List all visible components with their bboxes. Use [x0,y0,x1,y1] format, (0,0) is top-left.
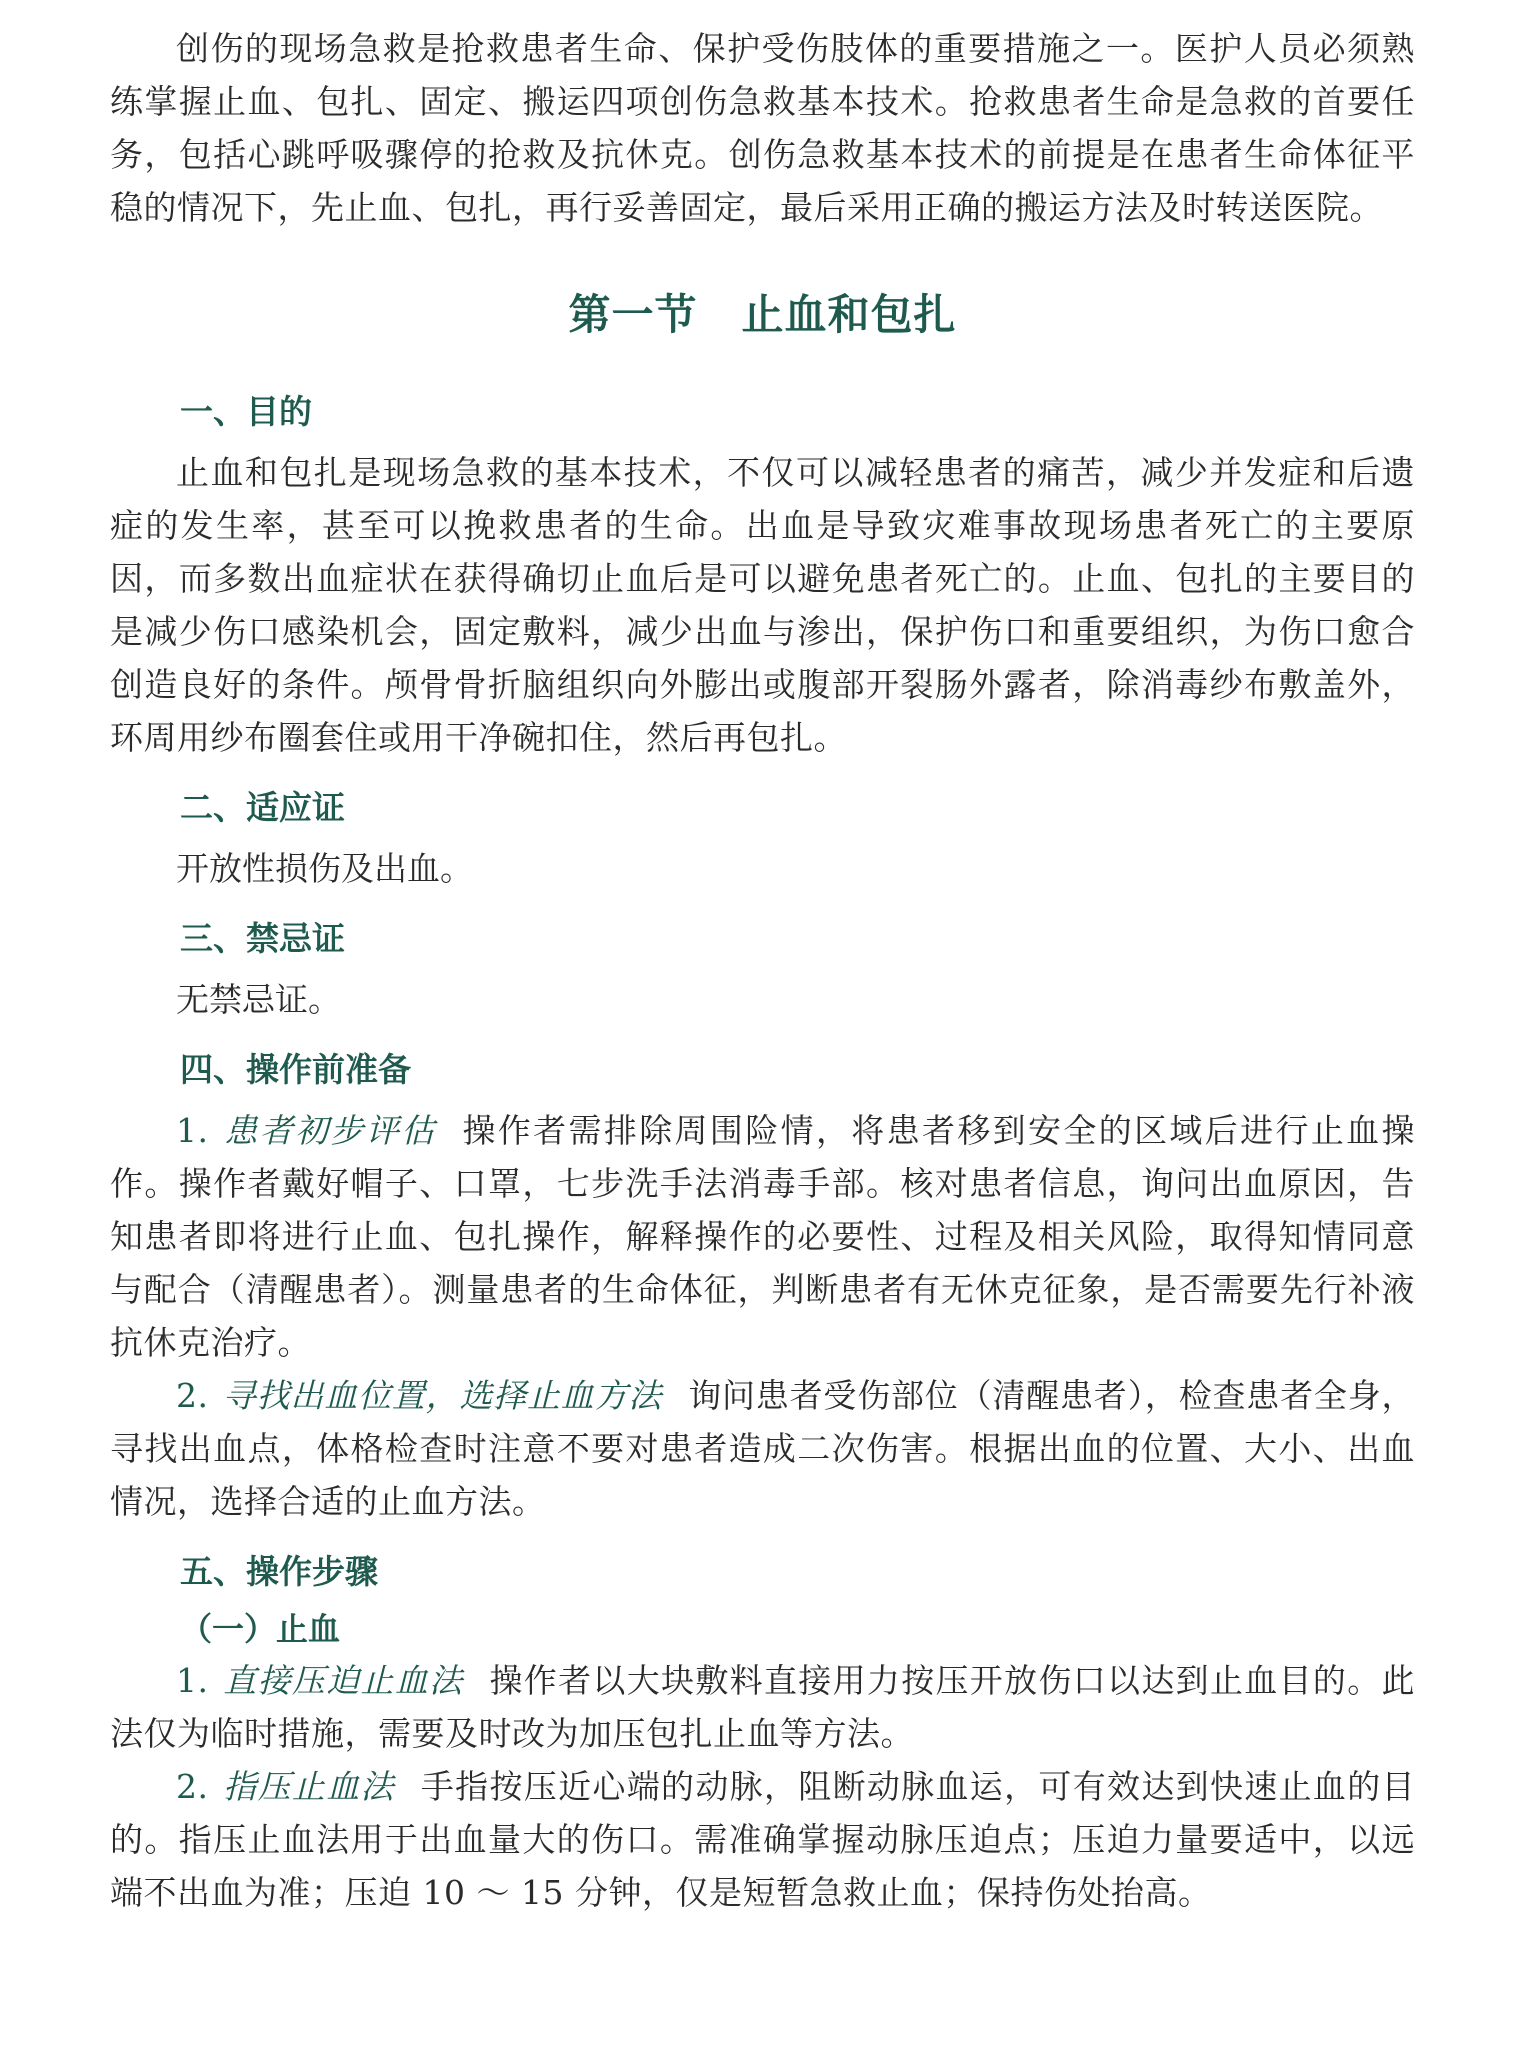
contraindications-paragraph: 无禁忌证。 [176,980,341,1019]
preparation-item-text: 操作者需排除周围险情，将患者移到安全的区域后进行止血操作。操作者戴好帽子、口罩，七步洗手法消毒手部。核对患者信息，询问出血原因，告知患者即将进行止血、包扎操作，解释操作的必要性、过程及相关风险，取得知情同意与配合（清醒患者）。测量患者的生命体征，判断患者有无休克征象，是否需要先行补液抗休克治疗。 [110,1111,1416,1362]
indications-paragraph: 开放性损伤及出血。 [176,849,473,888]
step-item-number: 2. [176,1767,209,1806]
preparation-item [110,1104,1415,1369]
heading-steps: 五、操作步骤 [180,1552,378,1591]
preparation-item-text: 询问患者受伤部位（清醒患者），检查患者全身，寻找出血点，体格检查时注意不要对患者造成二次伤害。根据出血的位置、大小、出血情况，选择合适的止血方法。 [110,1376,1416,1521]
section-number: 第一节 [568,290,698,339]
section-title [110,282,1415,342]
section-name: 止血和包扎 [741,290,957,339]
step-item-text: 操作者以大块敷料直接用力按压开放伤口以达到止血目的。此法仅为临时措施，需要及时改为加压包扎止血等方法。 [110,1661,1416,1753]
step-item-label: 直接压迫止血法 [222,1661,464,1700]
preparation-item-number: 1. [176,1111,209,1150]
heading-indications: 二、适应证 [180,788,345,827]
step-item [110,1654,1415,1760]
intro-paragraph: 创伤的现场急救是抢救患者生命、保护受伤肢体的重要措施之一。医护人员必须熟练掌握止血、包扎、固定、搬运四项创伤急救基本技术。抢救患者生命是急救的首要任务，包括心跳呼吸骤停的抢救及抗休克。创伤急救基本技术的前提是在患者生命体征平稳的情况下，先止血、包扎，再行妥善固定，最后采用正确的搬运方法及时转送医院。 [110,29,1415,227]
heading-purpose: 一、目的 [180,392,312,431]
document-page [110,22,1415,1919]
step-item-text: 手指按压近心端的动脉，阻断动脉血运，可有效达到快速止血的目的。指压止血法用于出血量大的伤口。需准确掌握动脉压迫点；压迫力量要适中，以远端不出血为准；压迫 10 ～ 15 分钟，仅是短暂急救止血；保持伤处抬高。 [110,1767,1416,1912]
step-item-number: 1. [176,1661,209,1700]
step-item-label: 指压止血法 [222,1767,395,1806]
step-item [110,1760,1415,1919]
preparation-item-number: 2. [176,1376,209,1415]
heading-preparation: 四、操作前准备 [180,1050,411,1089]
heading-contraindications: 三、禁忌证 [180,919,345,958]
preparation-item-label: 寻找出血位置，选择止血方法 [222,1376,663,1415]
preparation-item-label: 患者初步评估 [222,1111,437,1150]
purpose-paragraph: 止血和包扎是现场急救的基本技术，不仅可以减轻患者的痛苦，减少并发症和后遗症的发生率，甚至可以挽救患者的生命。出血是导致灾难事故现场患者死亡的主要原因，而多数出血症状在获得确切止血后是可以避免患者死亡的。止血、包扎的主要目的是减少伤口感染机会，固定敷料，减少出血与渗出，保护伤口和重要组织，为伤口愈合创造良好的条件。颅骨骨折脑组织向外膨出或腹部开裂肠外露者，除消毒纱布敷盖外，环周用纱布圈套住或用干净碗扣住，然后再包扎。 [110,453,1415,757]
subheading-hemostasis: （一）止血 [180,1610,341,1648]
preparation-item [110,1369,1415,1528]
